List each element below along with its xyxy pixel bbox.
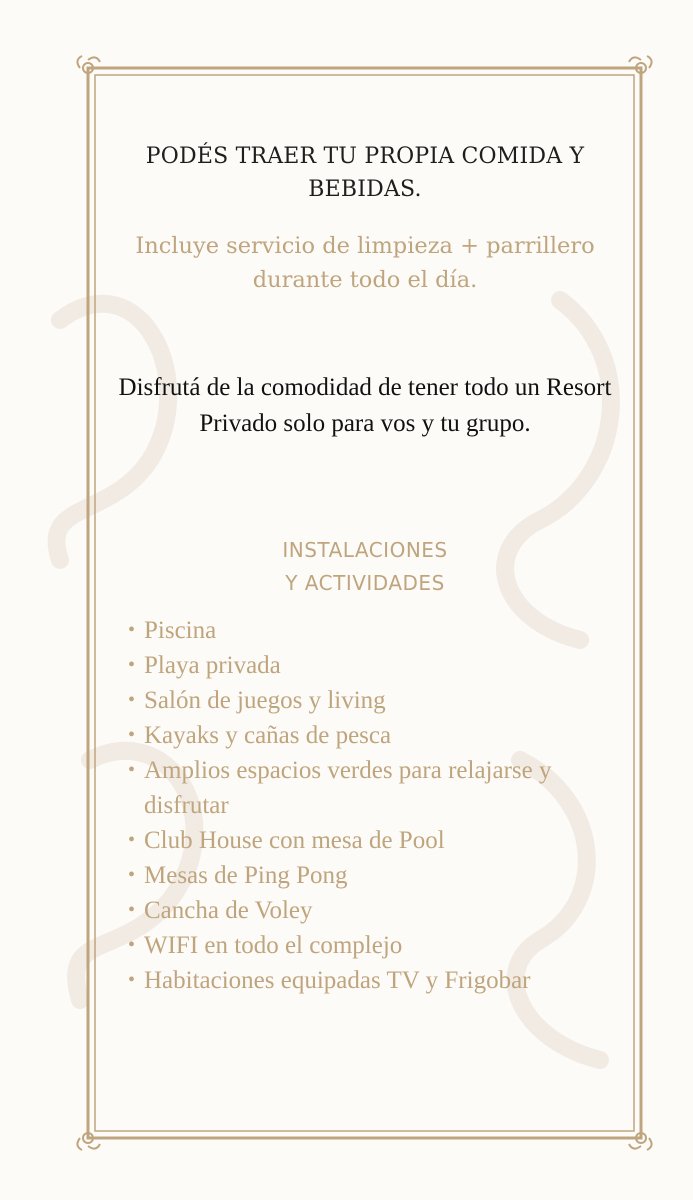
- bullet-icon: •: [128, 689, 136, 711]
- intro-text: Disfrutá de la comodidad de tener todo un Resort Privado solo para vos y tu grupo.: [118, 374, 612, 437]
- amenity-label: Mesas de Ping Pong: [144, 862, 348, 889]
- list-item: [126, 753, 620, 823]
- bullet-icon: •: [128, 724, 136, 746]
- list-item: [126, 858, 620, 893]
- bullet-icon: •: [128, 934, 136, 956]
- amenities-list: [126, 613, 620, 998]
- list-item: [126, 963, 620, 998]
- bullet-icon: •: [128, 829, 136, 851]
- amenity-label: Amplios espacios verdes para relajarse y disfrutar: [144, 757, 552, 819]
- amenity-label: Piscina: [144, 617, 217, 644]
- bullet-icon: •: [128, 969, 136, 991]
- list-item: [126, 718, 620, 753]
- bullet-icon: •: [128, 759, 136, 781]
- list-item: [126, 613, 620, 648]
- service-note: Incluye servicio de limpieza + parrillero durante todo el día.: [135, 233, 595, 293]
- section-title-line-1: INSTALACIONES: [282, 538, 448, 562]
- list-item: [126, 893, 620, 928]
- amenity-label: WIFI en todo el complejo: [144, 932, 403, 959]
- headline: PODÉS TRAER TU PROPIA COMIDA Y BEBIDAS.: [145, 144, 585, 202]
- amenity-label: Club House con mesa de Pool: [144, 827, 445, 854]
- bullet-icon: •: [128, 654, 136, 676]
- amenity-label: Salón de juegos y living: [144, 687, 386, 714]
- info-panel: [110, 140, 620, 998]
- list-item: [126, 648, 620, 683]
- section-title-line-2: Y ACTIVIDADES: [285, 571, 445, 595]
- bullet-icon: •: [128, 899, 136, 921]
- list-item: [126, 683, 620, 718]
- section-title: [110, 534, 620, 600]
- list-item: [126, 928, 620, 963]
- bullet-icon: •: [128, 619, 136, 641]
- bullet-icon: •: [128, 864, 136, 886]
- amenity-label: Cancha de Voley: [144, 897, 313, 924]
- amenity-label: Playa privada: [144, 652, 281, 679]
- amenity-label: Habitaciones equipadas TV y Frigobar: [144, 967, 531, 994]
- amenity-label: Kayaks y cañas de pesca: [144, 722, 392, 749]
- list-item: [126, 823, 620, 858]
